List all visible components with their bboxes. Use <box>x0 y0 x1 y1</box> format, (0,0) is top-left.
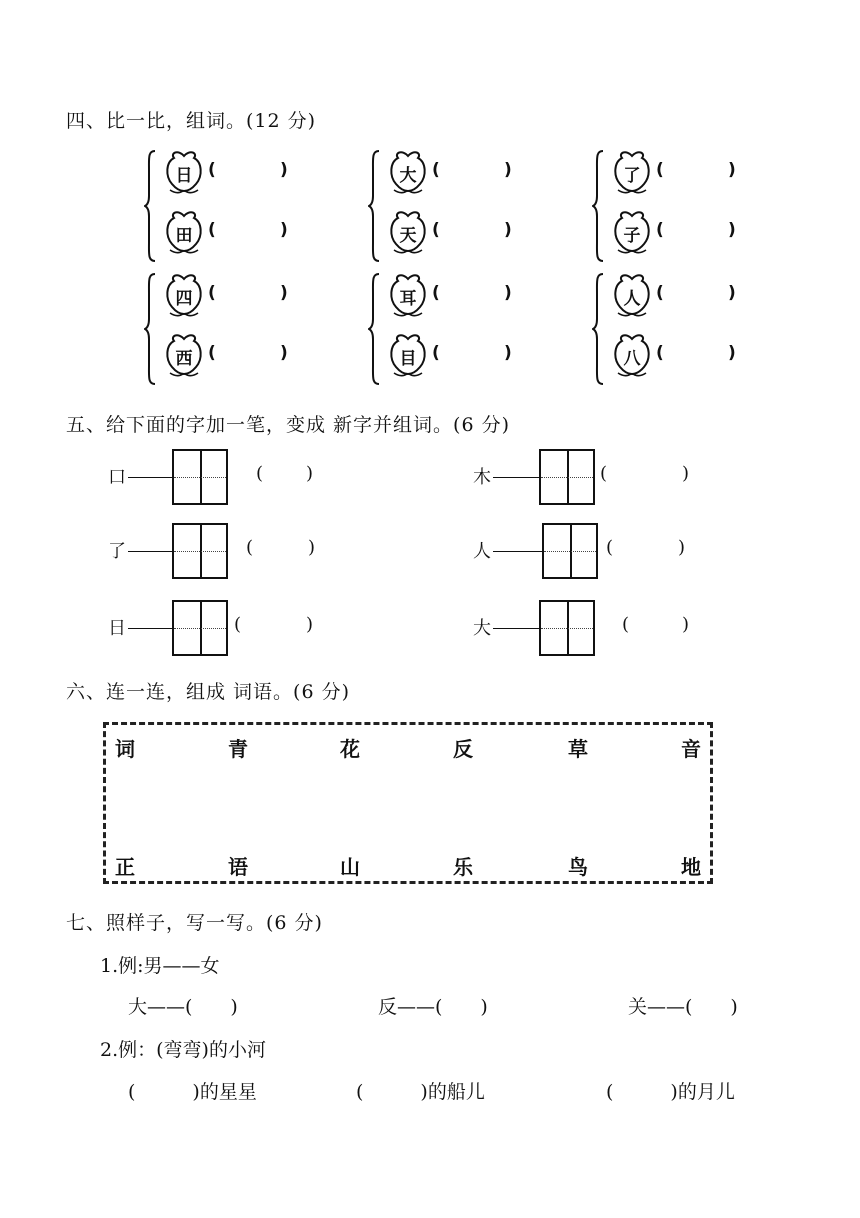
base-character: 木 <box>473 467 491 488</box>
answer-paren-close: ) <box>728 220 736 240</box>
peach-character: 人 <box>623 289 641 309</box>
answer-paren-close: ) <box>280 160 288 180</box>
brace-icon <box>368 150 380 262</box>
answer-paren-close: ) <box>728 343 736 363</box>
tianzige-box[interactable] <box>539 449 595 505</box>
q2-item-1[interactable]: ( )的星星 <box>128 1081 257 1103</box>
peach-character: 目 <box>399 349 417 369</box>
peach-icon <box>164 150 204 192</box>
tianzige-box[interactable] <box>539 600 595 656</box>
match-bottom-char[interactable]: 鸟 <box>568 855 588 879</box>
answer-paren-close: ) <box>280 343 288 363</box>
peach-icon <box>612 210 652 252</box>
section6-title: 六、连一连，组成 词语。(6 分) <box>66 681 350 703</box>
compare-group <box>150 273 310 398</box>
answer-paren-close: ) <box>280 283 288 303</box>
answer-paren-close: ) <box>306 463 314 484</box>
peach-character: 天 <box>399 226 417 246</box>
peach-icon <box>164 273 204 315</box>
peach-character: 子 <box>623 226 641 246</box>
section4-title: 四、比一比，组词。(12 分) <box>66 110 317 132</box>
add-stroke-row <box>0 523 860 579</box>
answer-paren-open[interactable]: ( <box>208 343 216 363</box>
answer-paren-close: ) <box>682 463 690 484</box>
q1-item-1[interactable]: 大——( ) <box>128 996 238 1018</box>
peach-icon <box>612 333 652 375</box>
brace-icon <box>592 150 604 262</box>
peach-icon <box>388 150 428 192</box>
answer-paren-open[interactable]: ( <box>656 343 664 363</box>
answer-paren-close: ) <box>504 220 512 240</box>
dash-line <box>493 551 542 552</box>
dash-line <box>493 477 539 478</box>
peach-character: 了 <box>623 166 641 186</box>
answer-paren-open[interactable]: ( <box>208 160 216 180</box>
match-top-char[interactable]: 花 <box>340 737 360 761</box>
brace-icon <box>144 273 156 385</box>
compare-group <box>150 150 310 275</box>
base-character: 人 <box>473 541 491 562</box>
peach-character: 大 <box>399 166 417 186</box>
peach-icon <box>612 273 652 315</box>
peach-icon <box>164 333 204 375</box>
base-character: 日 <box>108 618 126 639</box>
answer-paren-open[interactable]: ( <box>600 463 608 484</box>
match-bottom-char[interactable]: 山 <box>340 855 360 879</box>
match-top-char[interactable]: 青 <box>228 737 248 761</box>
answer-paren-close: ) <box>728 283 736 303</box>
q1-item-2[interactable]: 反——( ) <box>378 996 488 1018</box>
peach-character: 耳 <box>399 289 417 309</box>
answer-paren-close: ) <box>682 614 690 635</box>
answer-paren-open[interactable]: ( <box>432 220 440 240</box>
matching-box <box>103 722 713 884</box>
brace-icon <box>368 273 380 385</box>
match-bottom-char[interactable]: 正 <box>115 855 135 879</box>
add-stroke-row <box>0 449 860 505</box>
peach-character: 西 <box>175 349 193 369</box>
peach-icon <box>388 333 428 375</box>
answer-paren-close: ) <box>678 537 686 558</box>
answer-paren-close: ) <box>504 160 512 180</box>
answer-paren-open[interactable]: ( <box>256 463 264 484</box>
peach-icon <box>388 210 428 252</box>
brace-icon <box>592 273 604 385</box>
section7-title: 七、照样子，写一写。(6 分) <box>66 912 323 934</box>
answer-paren-close: ) <box>728 160 736 180</box>
compare-group <box>374 150 534 275</box>
match-top-char[interactable]: 音 <box>681 737 701 761</box>
match-bottom-char[interactable]: 乐 <box>453 855 473 879</box>
compare-group <box>598 150 758 275</box>
match-top-char[interactable]: 草 <box>568 737 588 761</box>
peach-character: 四 <box>175 289 193 309</box>
q2-item-2[interactable]: ( )的船儿 <box>356 1081 485 1103</box>
answer-paren-open[interactable]: ( <box>656 283 664 303</box>
answer-paren-open[interactable]: ( <box>622 614 630 635</box>
answer-paren-open[interactable]: ( <box>234 614 242 635</box>
base-character: 口 <box>108 467 126 488</box>
brace-icon <box>144 150 156 262</box>
answer-paren-close: ) <box>306 614 314 635</box>
match-top-char[interactable]: 词 <box>115 737 135 761</box>
answer-paren-open[interactable]: ( <box>208 220 216 240</box>
compare-group <box>598 273 758 398</box>
match-bottom-char[interactable]: 语 <box>228 855 248 879</box>
answer-paren-open[interactable]: ( <box>432 283 440 303</box>
peach-character: 日 <box>175 166 193 186</box>
q2-example: 2.例：(弯弯)的小河 <box>100 1039 266 1061</box>
base-character: 大 <box>473 618 491 639</box>
match-top-char[interactable]: 反 <box>453 737 473 761</box>
answer-paren-open[interactable]: ( <box>208 283 216 303</box>
q2-item-3[interactable]: ( )的月儿 <box>606 1081 735 1103</box>
section5-title: 五、给下面的字加一笔，变成 新字并组词。(6 分) <box>66 414 510 436</box>
answer-paren-open[interactable]: ( <box>606 537 614 558</box>
peach-character: 八 <box>623 349 641 369</box>
answer-paren-close: ) <box>308 537 316 558</box>
peach-icon <box>164 210 204 252</box>
answer-paren-open[interactable]: ( <box>432 160 440 180</box>
q1-example: 1.例:男——女 <box>100 955 220 977</box>
answer-paren-open[interactable]: ( <box>432 343 440 363</box>
peach-character: 田 <box>175 226 193 246</box>
answer-paren-close: ) <box>504 343 512 363</box>
answer-paren-open[interactable]: ( <box>656 160 664 180</box>
add-stroke-row <box>0 600 860 656</box>
match-bottom-char[interactable]: 地 <box>681 855 701 879</box>
peach-icon <box>612 150 652 192</box>
answer-paren-open[interactable]: ( <box>656 220 664 240</box>
tianzige-box[interactable] <box>542 523 598 579</box>
answer-paren-close: ) <box>504 283 512 303</box>
compare-group <box>374 273 534 398</box>
dash-line <box>493 628 539 629</box>
peach-icon <box>388 273 428 315</box>
base-character: 了 <box>108 541 126 562</box>
q1-item-3[interactable]: 关——( ) <box>628 996 738 1018</box>
answer-paren-open[interactable]: ( <box>246 537 254 558</box>
answer-paren-close: ) <box>280 220 288 240</box>
